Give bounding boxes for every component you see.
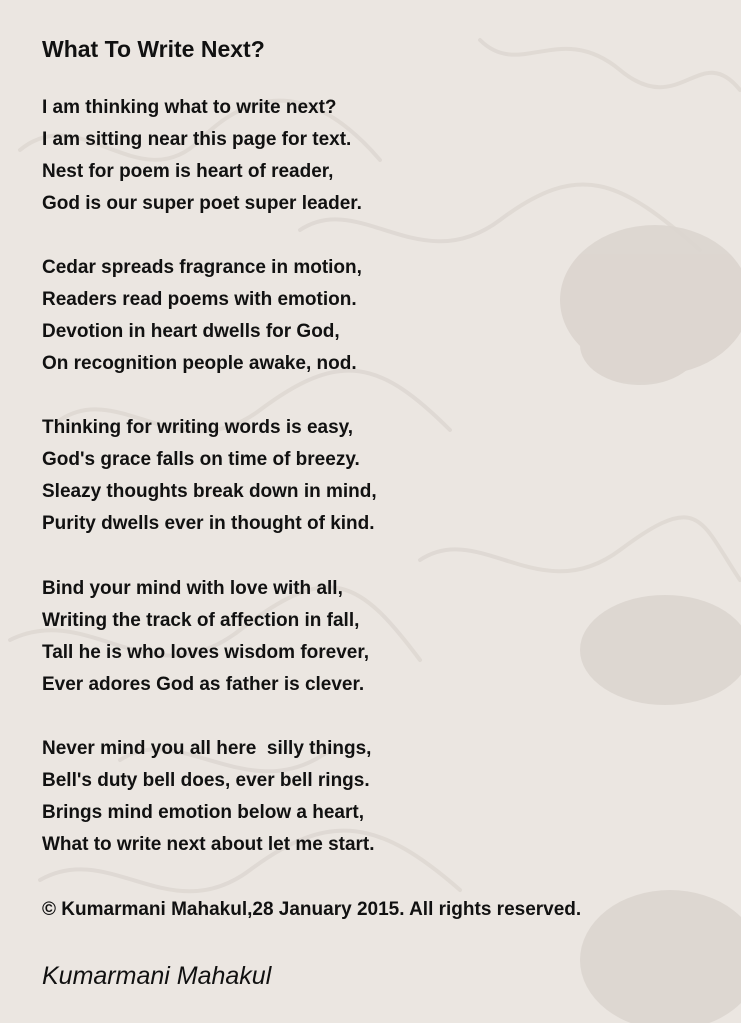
author-signature: Kumarmani Mahakul (42, 962, 272, 990)
stanza-3 (42, 412, 377, 540)
poem-title: What To Write Next? (42, 36, 265, 62)
poem-line: Readers read poems with emotion. (42, 289, 357, 310)
poem-line: Purity dwells ever in thought of kind. (42, 513, 375, 534)
poem-line: Thinking for writing words is easy, (42, 417, 354, 438)
stanza-2 (42, 252, 362, 380)
poem-line: I am thinking what to write next? (42, 97, 337, 118)
poem-line: Tall he is who loves wisdom forever, (42, 642, 369, 663)
poem-line: Bind your mind with love with all, (42, 578, 343, 599)
poem-line: God is our super poet super leader. (42, 193, 362, 214)
poem-line: Ever adores God as father is clever. (42, 674, 365, 695)
poem-line: What to write next about let me start. (42, 834, 375, 855)
stanza-1 (42, 92, 362, 220)
poem-line: Devotion in heart dwells for God, (42, 321, 340, 342)
copyright-notice: © Kumarmani Mahakul,28 January 2015. All rights reserved. (42, 899, 582, 920)
poem-line: God's grace falls on time of breezy. (42, 449, 360, 470)
poem-line: Cedar spreads fragrance in motion, (42, 257, 362, 278)
poem-line: Never mind you all here silly things, (42, 738, 372, 759)
poem-line: Bell's duty bell does, ever bell rings. (42, 770, 370, 791)
poem-line: On recognition people awake, nod. (42, 353, 357, 374)
poem-line: Nest for poem is heart of reader, (42, 161, 334, 182)
poem-line: I am sitting near this page for text. (42, 129, 352, 150)
poem-line: Sleazy thoughts break down in mind, (42, 481, 377, 502)
stanza-4 (42, 573, 369, 701)
poem-line: Writing the track of affection in fall, (42, 610, 360, 631)
stanza-5 (42, 733, 375, 861)
poem-line: Brings mind emotion below a heart, (42, 802, 364, 823)
